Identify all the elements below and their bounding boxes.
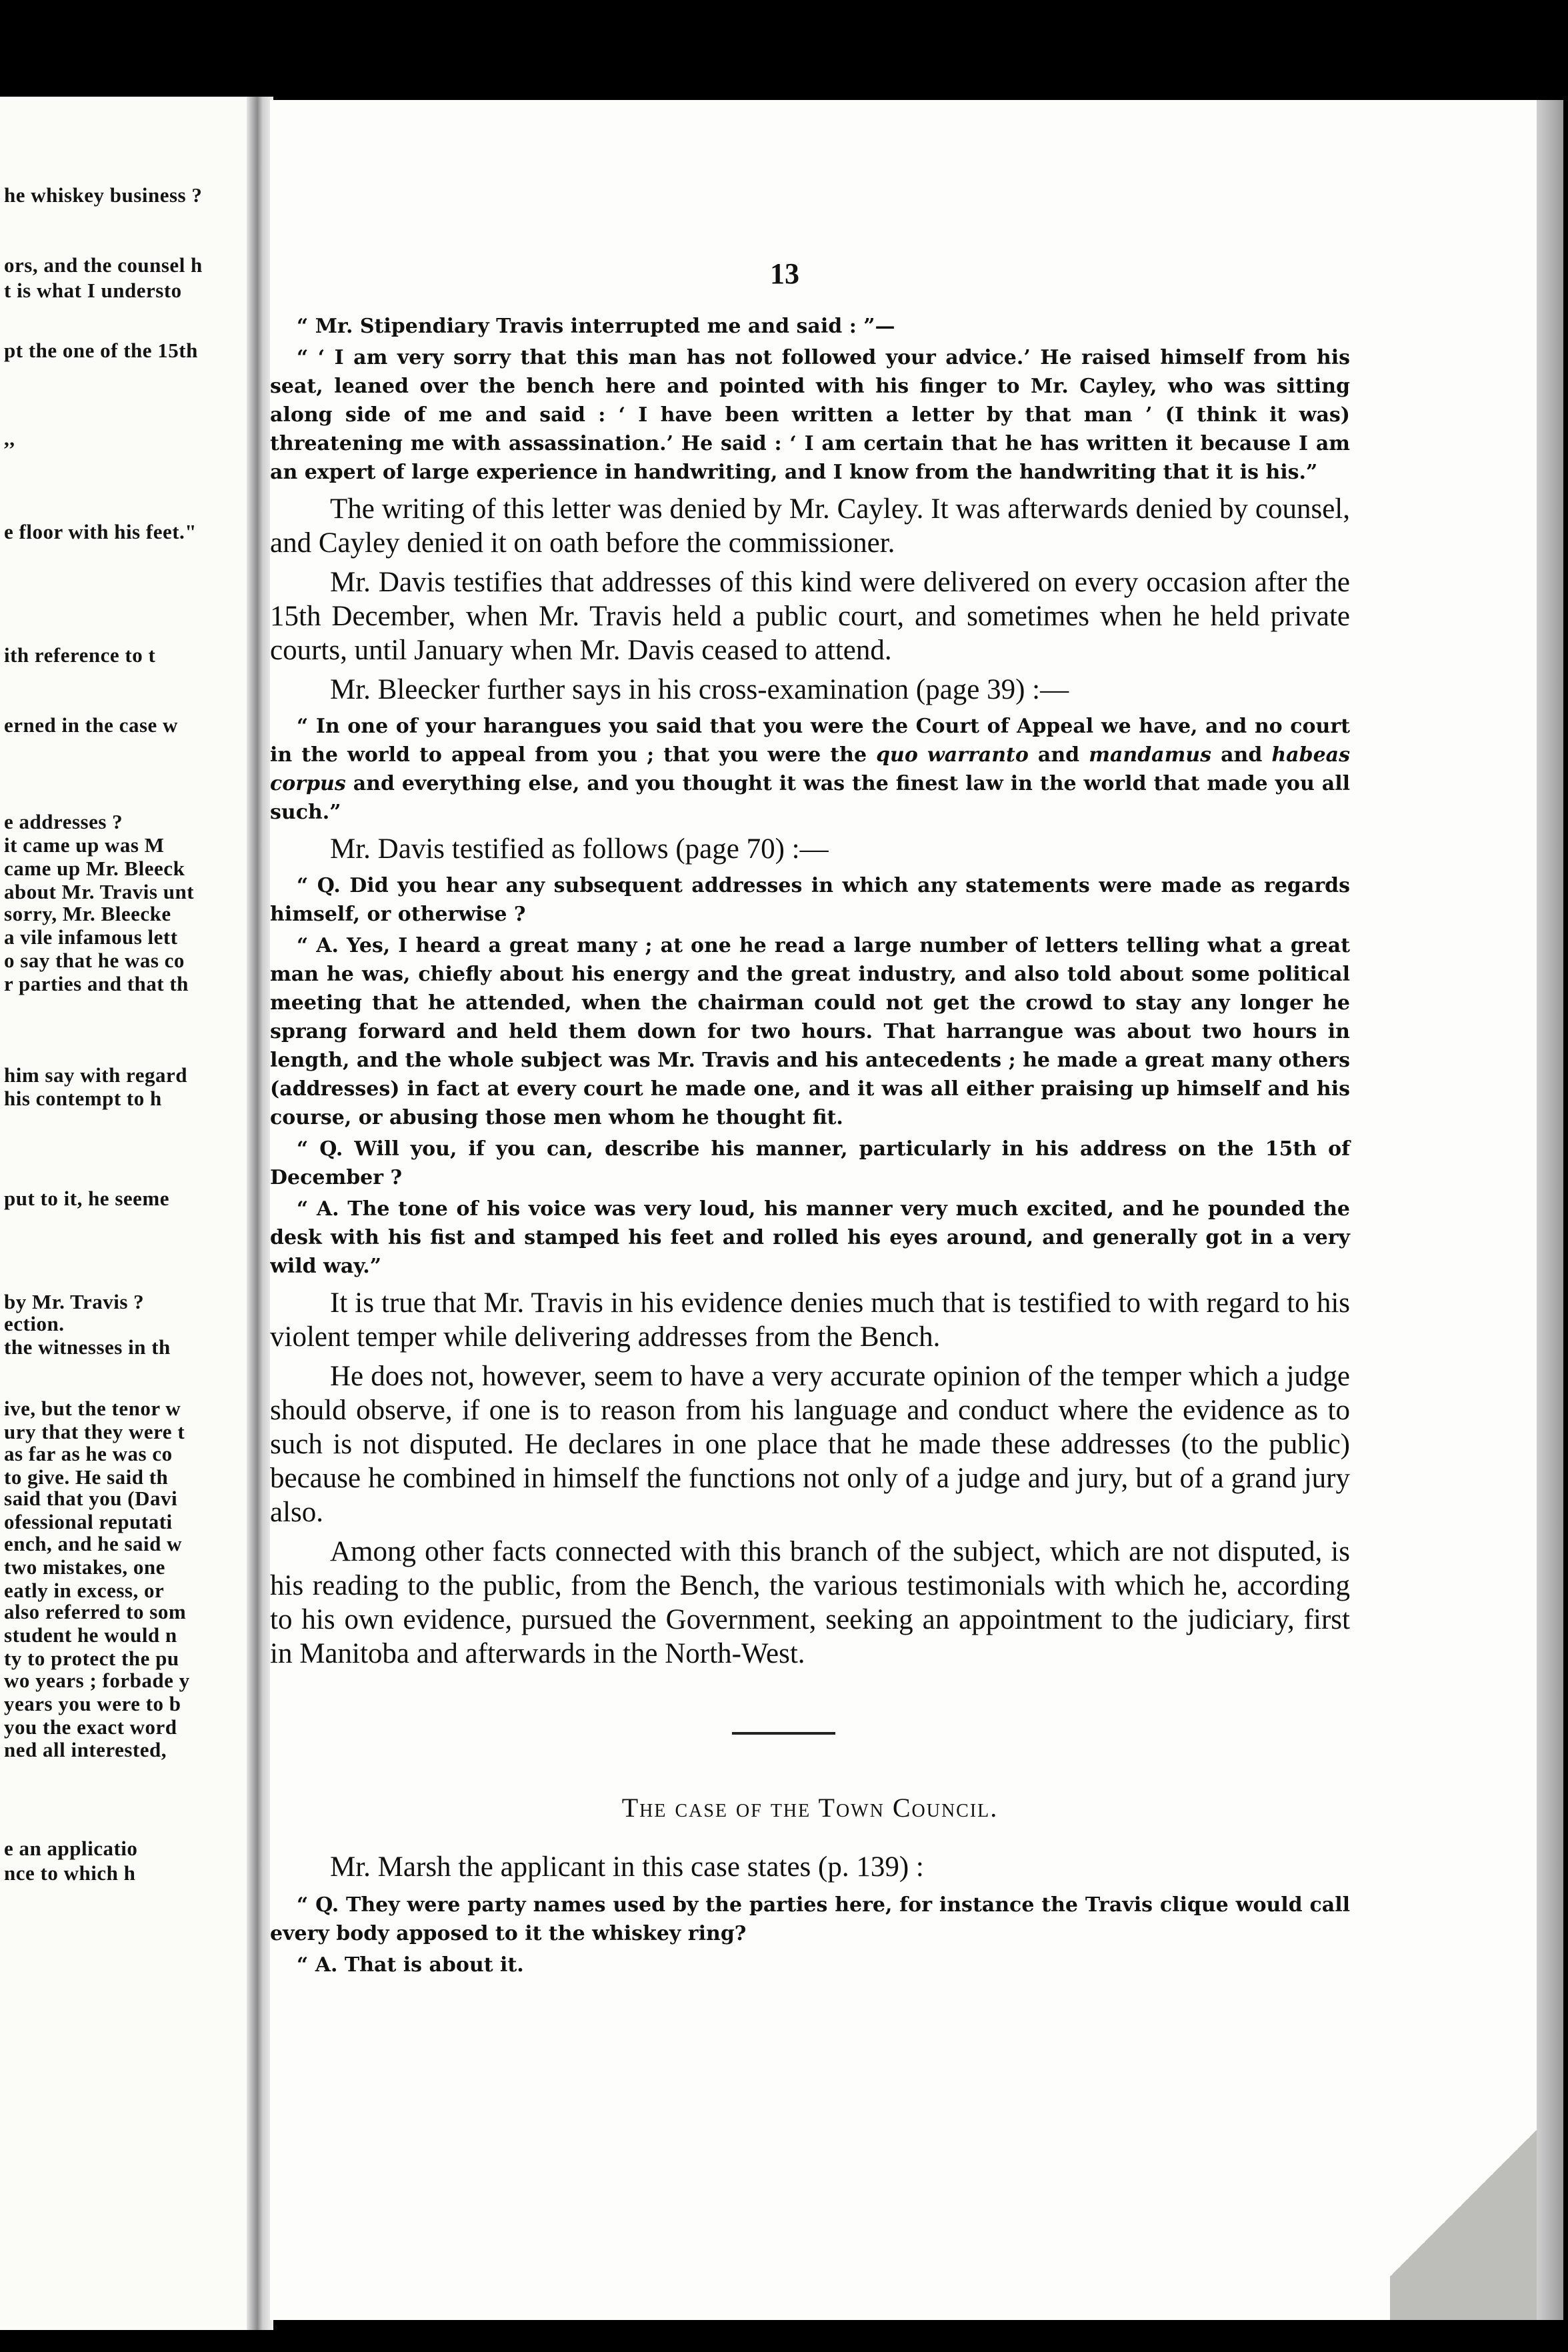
left-fragment-line: a vile infamous lett <box>4 925 178 949</box>
quote-segment: “ In one of your harangues you said that you were the Court of Appeal we have, and no court in the world to appeal from you ; that you were the <box>270 715 1350 767</box>
left-fragment-line: two mistakes, one <box>4 1555 165 1579</box>
section-quote: “ A. That is about it. <box>297 1953 524 1977</box>
left-fragment-line: as far as he was co <box>4 1442 173 1465</box>
body-paragraph: Mr. Bleecker further says in his cross-examination (page 39) :— <box>330 674 1069 705</box>
body-paragraph: Mr. Davis testifies that addresses of this kind were delivered on every occasion after the 15th December, when Mr. Travis held a public court, and sometimes when he held private courts, until January when Mr. Davis ceased to attend. <box>270 567 1350 666</box>
latin-term: habeas corpus <box>270 743 1351 795</box>
left-fragment-line: came up Mr. Bleeck <box>4 857 185 880</box>
left-fragment-line: to give. He said th <box>4 1465 169 1489</box>
left-fragment-line: ned all interested, <box>4 1738 167 1761</box>
quoted-testimony: “ Q. Did you hear any subsequent addresses in which any statements were made as regards himself, or otherwise ? <box>270 874 1350 926</box>
section-quote: “ Q. They were party names used by the parties here, for instance the Travis clique would call every body apposed to it the whiskey ring? <box>270 1893 1350 1945</box>
section-divider <box>732 1732 835 1735</box>
body-paragraph: The writing of this letter was denied by Mr. Cayley. It was afterwards denied by counsel, and Cayley denied it on oath before the commissioner. <box>270 493 1350 559</box>
body-paragraph: He does not, however, seem to have a very accurate opinion of the temper which a judge should observe, if one is to reason from his language and conduct where the evidence as to such is not disputed. He declares in one place that he made these addresses (to the public) because he combined in himself the functions not only of a judge and jury, but of a grand jury also. <box>270 1361 1350 1528</box>
page-number: 13 <box>770 257 799 290</box>
body-blocks <box>270 312 1350 1671</box>
body-paragraph: Mr. Davis testified as follows (page 70) :— <box>330 833 829 865</box>
left-fragment-line: pt the one of the 15th <box>4 339 198 362</box>
left-fragment-line: ive, but the tenor w <box>4 1397 181 1420</box>
left-fragment-line: about Mr. Travis unt <box>4 880 195 903</box>
left-fragment-line: e an applicatio <box>4 1837 138 1860</box>
body-paragraph: Among other facts connected with this branch of the subject, which are not disputed, is his reading to the public, from the Bench, the various testimonials with which he, according to his own evidence, pursued the Government, seeking an appointment to the judiciary, first in Manitoba and afterwards in the North-West. <box>270 1536 1350 1669</box>
left-fragment-line: erned in the case w <box>4 713 178 737</box>
quoted-testimony: “ A. The tone of his voice was very loud, his manner very much excited, and he pounded the desk with his fist and stamped his feet and rolled his eyes around, and generally got in a very wild way.” <box>270 1197 1350 1278</box>
left-fragment-line: his contempt to h <box>4 1087 162 1110</box>
left-page-fragment <box>0 97 263 2330</box>
left-fragment-line: r parties and that th <box>4 972 189 995</box>
quoted-testimony: “ ‘ I am very sorry that this man has not followed your advice.’ He raised himself from his seat, leaned over the bench here and pointed with his finger to Mr. Cayley, who was sitting along side of me and said : ‘ I have been written a letter by that man ’ (I think it was) threatening me with assassination.’ He said : ‘ I am certain that he has written it because I am an expert of large experience in handwriting, and I know from the handwriting that it is his.” <box>270 346 1350 484</box>
quote-segment: and everything else, and you thought it was the finest law in the world that made you all such.” <box>270 772 1350 824</box>
quoted-testimony: “ A. Yes, I heard a great many ; at one he read a large number of letters telling what a great man he was, chiefly about his energy and the great industry, and also told about some political meeting that he attended, when the chairman could not get the crowd to stay any longer he sprang forward and held them down for two hours. That harrangue was about two hours in length, and the whole subject was Mr. Travis and his antecedents ; he made a great many others (addresses) in fact at every court he made one, and it was all either praising up himself and his course, or abusing those men whom he thought fit. <box>270 934 1350 1129</box>
section-title: The case of the Town Council. <box>621 1793 999 1823</box>
left-fragment-line: wo years ; forbade y <box>4 1669 190 1692</box>
left-fragment-line: o say that he was co <box>4 949 185 972</box>
latin-term: mandamus <box>1089 743 1212 767</box>
left-fragment-line: put to it, he seeme <box>4 1187 169 1210</box>
quoted-testimony: “ Mr. Stipendiary Travis interrupted me and said : ”— <box>297 315 895 338</box>
book-gutter <box>247 97 273 2330</box>
left-fragment-line: it came up was M <box>4 833 165 857</box>
quote-segment: and <box>1211 743 1272 767</box>
left-fragment-line: ors, and the counsel h <box>4 253 203 277</box>
quote-segment: and <box>1028 743 1089 767</box>
left-fragment-line: ty to protect the pu <box>4 1647 179 1670</box>
left-fragment-line: he whiskey business ? <box>4 183 203 207</box>
left-fragment-line: the witnesses in th <box>4 1335 171 1359</box>
left-fragment-line: student he would n <box>4 1623 177 1647</box>
left-fragment-line: ench, and he said w <box>4 1532 183 1555</box>
left-fragment-line: you the exact word <box>4 1715 177 1739</box>
quoted-testimony <box>270 712 1350 827</box>
page-edge <box>1537 100 1563 2320</box>
section-intro: Mr. Marsh the applicant in this case states (p. 139) : <box>330 1851 924 1883</box>
left-fragment-line: ,, <box>4 427 15 450</box>
page-text <box>270 312 1350 1982</box>
left-fragment-line: e floor with his feet." <box>4 520 197 543</box>
left-fragment-line: ofessional reputati <box>4 1510 173 1533</box>
left-fragment-line: said that you (Davi <box>4 1487 178 1510</box>
left-fragment-line: t is what I understo <box>4 279 182 302</box>
left-fragment-line: him say with regard <box>4 1063 188 1087</box>
left-fragment-line: ith reference to t <box>4 643 156 667</box>
quoted-testimony: “ Q. Will you, if you can, describe his manner, particularly in his address on the 15th of December ? <box>270 1137 1350 1189</box>
left-fragment-line: ection. <box>4 1312 65 1335</box>
left-fragment-line: years you were to b <box>4 1692 181 1715</box>
folded-corner <box>1390 2080 1543 2320</box>
left-fragment-line: eatly in excess, or <box>4 1579 165 1602</box>
latin-term: quo warranto <box>876 743 1029 767</box>
main-page <box>270 100 1543 2320</box>
left-fragment-line: nce to which h <box>4 1861 136 1885</box>
left-fragment-line: ury that they were t <box>4 1420 185 1443</box>
left-fragment-line: also referred to som <box>4 1600 187 1623</box>
body-paragraph: It is true that Mr. Travis in his evidence denies much that is testified to with regard to his violent temper while delivering addresses from the Bench. <box>270 1287 1350 1353</box>
left-fragment-line: sorry, Mr. Bleecke <box>4 902 171 925</box>
left-fragment-line: by Mr. Travis ? <box>4 1290 145 1313</box>
left-fragment-line: e addresses ? <box>4 810 123 833</box>
